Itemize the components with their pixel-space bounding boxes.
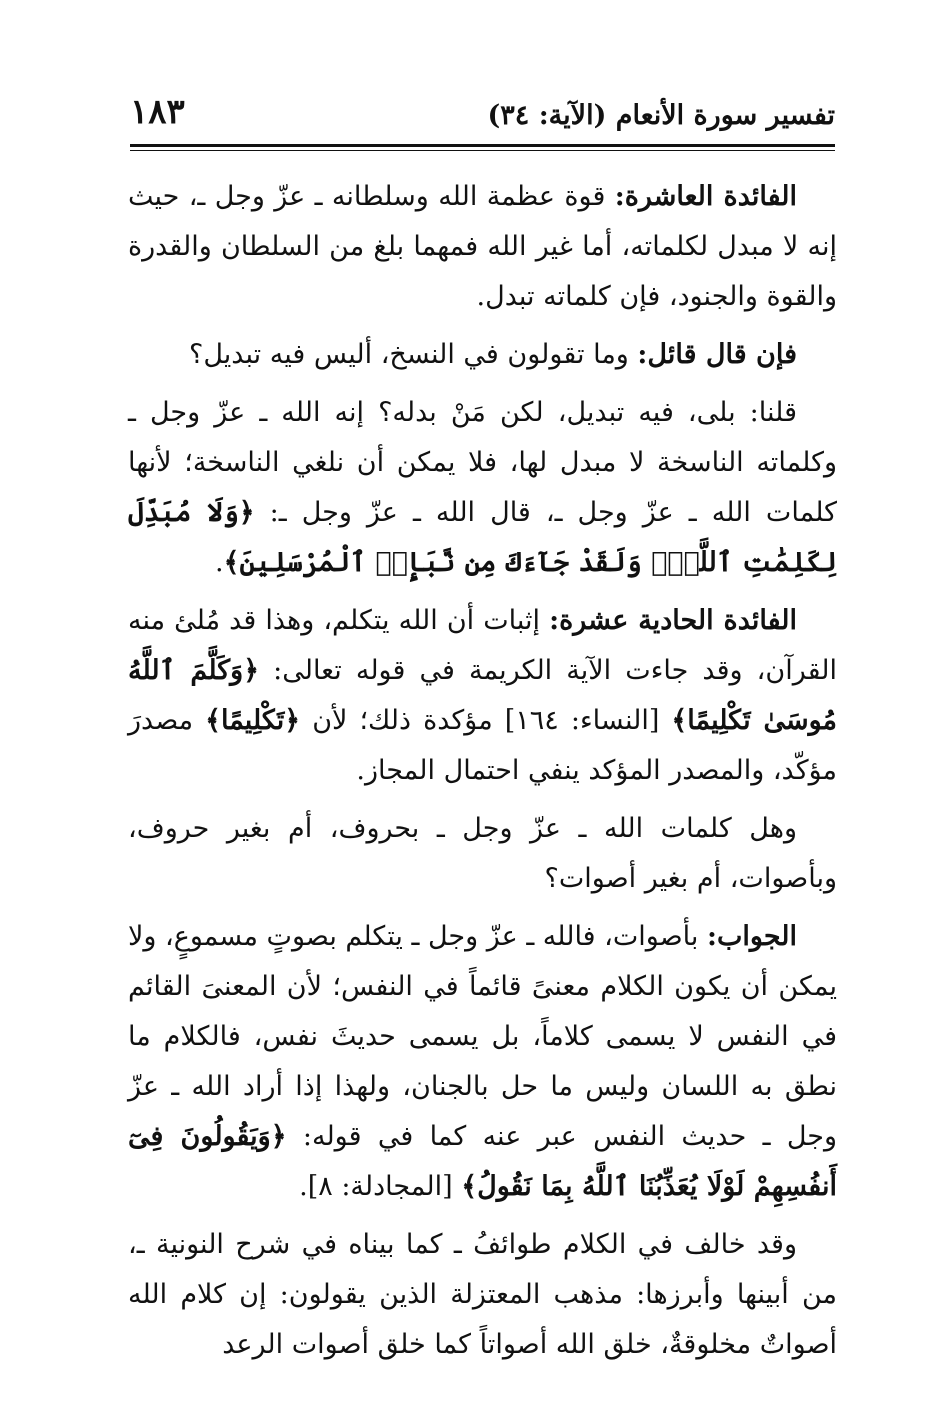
- page-number: ١٨٣: [130, 92, 185, 132]
- paragraph-question: [128, 330, 837, 380]
- quran-verse: ﴿وَيَقُولُونَ فِىٓ أَنفُسِهِمْ لَوْلَا يُعَذِّبُنَا ٱللَّهُ بِمَا نَقُولُ﴾: [128, 1121, 837, 1202]
- paragraph-answer-sounds: [128, 912, 837, 1212]
- paragraph-tail: [المجادلة: ٨].: [299, 1171, 462, 1202]
- quran-verse: ﴿وَلَا مُبَدِّلَ لِكَلِمَٰتِ ٱللَّهِۚ وَلَقَدْ جَآءَكَ مِن نَّبَإِى۟ ٱلْمُرْسَلِينَ﴾: [128, 497, 837, 578]
- quran-word: ﴿تَكْلِيمًا﴾: [205, 705, 301, 736]
- page-header: [130, 92, 835, 142]
- paragraph-eleventh-benefit: [128, 596, 837, 796]
- paragraph-lead: فإن قال قائل:: [637, 339, 797, 370]
- paragraph-lead: الجواب:: [707, 921, 797, 952]
- paragraph-text: قلنا: بلى، فيه تبديل، لكن مَنْ بدله؟ إنه الله ـ عزّ وجل ـ وكلماته الناسخة لا مبدل لها، فلا يمكن أن نلغي الناسخة؛ لأنها كلمات الله ـ عزّ وجل ـ، قال الله ـ عزّ وجل ـ:: [128, 397, 837, 528]
- paragraph-text: إثبات أن الله يتكلم، وهذا قد مُلئ منه القرآن، وقد جاءت الآية الكريمة في قوله تعالى:: [128, 605, 837, 686]
- paragraph-lead: الفائدة العاشرة:: [614, 181, 798, 212]
- paragraph-text: مصدرَ مؤكّد، والمصدر المؤكد ينفي احتمال المجاز.: [128, 705, 837, 786]
- paragraph-tenth-benefit: [128, 172, 837, 322]
- page-bottom-margin: [0, 1387, 945, 1407]
- paragraph-tail: .: [215, 547, 224, 578]
- paragraph-answer: [128, 388, 837, 588]
- paragraph-lead: الفائدة الحادية عشرة:: [549, 605, 798, 636]
- quran-verse: ﴿وَكَلَّمَ ٱللَّهُ مُوسَىٰ تَكْلِيمًا﴾: [128, 655, 837, 736]
- paragraph-text: [النساء: ١٦٤] مؤكدة ذلك؛ لأن: [300, 705, 672, 736]
- paragraph-text: وما تقولون في النسخ، أليس فيه تبديل؟: [189, 339, 638, 370]
- paragraph-text: وهل كلمات الله ـ عزّ وجل ـ بحروف، أم بغير حروف، وبأصوات، أم بغير أصوات؟: [128, 813, 837, 894]
- header-rule-thin: [130, 150, 835, 151]
- paragraph-dissenting-sects: [128, 1220, 837, 1370]
- header-rule-thick: [130, 144, 835, 147]
- paragraph-letters-sounds-question: [128, 804, 837, 904]
- paragraph-text: وقد خالف في الكلام طوائفُ ـ كما بيناه في شرح النونية ـ، من أبينها وأبرزها: مذهب المعتزلة الذين يقولون: إن كلام الله أصواتٌ مخلوقةٌ، خلق الله أصواتاً كما خلق أصوات الرعد: [128, 1229, 837, 1360]
- paragraph-text: بأصوات، فالله ـ عزّ وجل ـ يتكلم بصوتٍ مسموعٍ، ولا يمكن أن يكون الكلام معنىً قائماً في النفس؛ لأن المعنىَ القائم في النفس لا يسمى كلاماً، بل يسمى حديثَ نفس، فالكلام ما نطق به اللسان وليس ما حل بالجنان، ولهذا إذا أراد الله ـ عزّ وجل ـ حديث النفس عبر عنه كما في قوله:: [128, 921, 838, 1152]
- page-body: [128, 172, 837, 1378]
- paragraph-text: قوة عظمة الله وسلطانه ـ عزّ وجل ـ، حيث إنه لا مبدل لكلماته، أما غير الله فمهما بلغ من السلطان والقدرة والقوة والجنود، فإن كلماته تبدل.: [128, 181, 837, 312]
- running-title: تفسير سورة الأنعام (الآية: ٣٤): [487, 100, 835, 131]
